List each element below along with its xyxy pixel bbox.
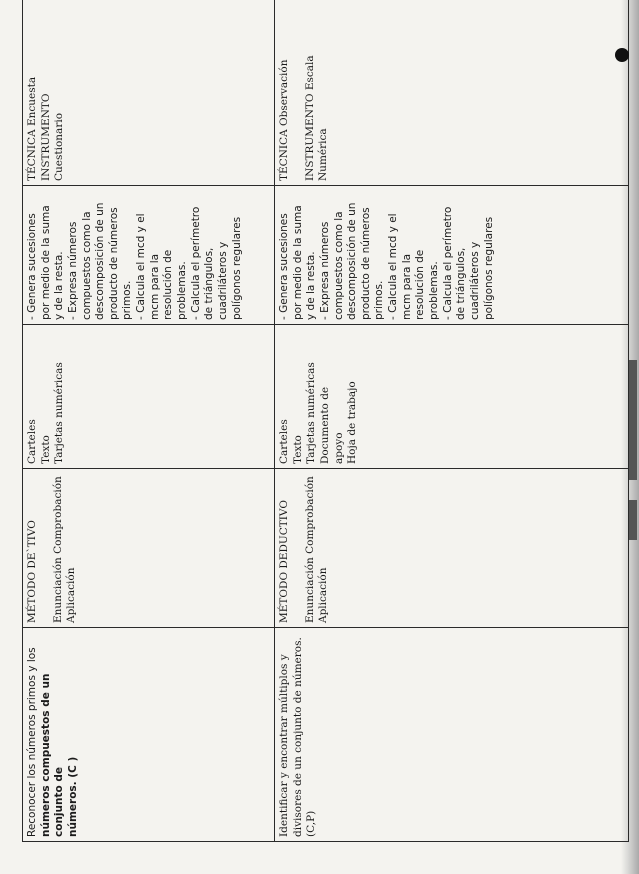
resources-cell: Carteles Texto Tarjetas numéricas — [23, 325, 275, 469]
method-title: MÉTODO DEDUCTIVO — [278, 500, 290, 623]
method-title: MÉTODO DE`TIVO — [26, 520, 38, 623]
objective-cell: Identificar y encontrar múltiplos y divisores de un conjunto de números. (C,P) — [275, 628, 629, 842]
rotated-document — [22, 12, 614, 842]
indicators-cell: - Genera sucesiones por medio de la suma y de la resta. - Expresa números compuestos como la descomposición de un producto de números primos. - Calcula el mcd y el mcm para la resolución de problemas. - Calcula el perímetro de triángulos, cuadriláteros y polígonos regulares — [23, 186, 275, 325]
method-steps: Enunciación Comprobación Aplicación — [303, 476, 330, 623]
indicators-cell: - Genera sucesiones por medio de la suma y de la resta. - Expresa números compuestos como la descomposición de un producto de números primos. - Calcula el mcd y el mcm para la resolución de problemas. - Calcula el perímetro de triángulos, cuadriláteros y polígonos regulares — [275, 186, 629, 325]
objective-cell: Reconocer los números primos y los números compuestos de un conjunto de números. (C ) — [23, 628, 275, 842]
method-cell — [275, 469, 629, 628]
method-cell — [23, 469, 275, 628]
instrument-label: INSTRUMENTO Escala — [303, 55, 316, 181]
evaluation-cell — [23, 0, 275, 186]
resources-cell: Carteles Texto Tarjetas numéricas Documento de apoyo Hoja de trabajo — [275, 325, 629, 469]
instrument-label: INSTRUMENTO — [39, 93, 52, 181]
planning-table — [22, 0, 629, 842]
method-steps: Enunciación Comprobación Aplicación — [51, 476, 78, 623]
table-row — [275, 0, 629, 842]
evaluation-cell — [275, 0, 629, 186]
table-row — [23, 0, 275, 842]
punch-hole — [615, 48, 629, 62]
instrument-name: Cuestionario — [53, 112, 66, 181]
instrument-name: Numérica — [317, 128, 330, 181]
technique-label: TÉCNICA Encuesta — [26, 76, 38, 181]
technique-label: TÉCNICA Observación — [278, 59, 290, 181]
